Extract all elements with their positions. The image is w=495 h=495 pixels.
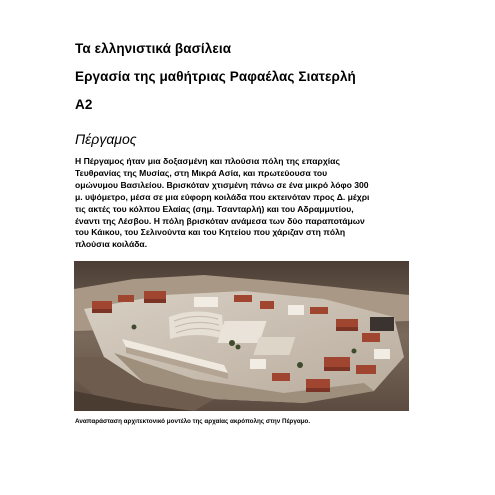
paragraph-line: έναντι της Λέσβου. Η πόλη βρισκόταν ανάμεσα των δύο παραποτάμων xyxy=(75,215,365,226)
acropolis-model-photo xyxy=(74,261,409,411)
paragraph-line: Η Πέργαμος ήταν μια δοξασμένη και πλούσια πόλη της επαρχίας xyxy=(75,156,340,166)
heading-line-1: Τα ελληνιστικά βασίλεια xyxy=(75,41,232,56)
paragraph-line: πλούσια κοιλάδα. xyxy=(75,239,148,250)
heading-line-2: Εργασία της μαθήτριας Ραφαέλας Σιατερλή xyxy=(75,69,356,84)
body-paragraph xyxy=(75,156,415,251)
paragraph-line: Τευθρανίας της Μυσίας, στη Μικρά Ασία, και πρωτεύουσα του xyxy=(75,167,328,178)
paragraph-line: μ. υψόμετρο, μέσα σε μια εύφορη κοιλάδα που εκτεινόταν προς Δ. μέχρι xyxy=(75,191,370,202)
section-title: Πέργαμος xyxy=(75,131,137,147)
paragraph-line: ομώνυμου Βασιλείου. Βρισκόταν χτισμένη πάνω σε ένα μικρό λόφο 300 xyxy=(75,179,369,190)
paragraph-line: του Κάικου, του Σελινούντα και του Κητείου που χάριζαν στη πόλη xyxy=(75,227,346,238)
figure-caption: Αναπαράσταση αρχιτεκτονικό μοντέλο της αρχαίας ακρόπολης στην Πέργαμο. xyxy=(75,418,311,425)
paragraph-line: τις ακτές του κόλπου Ελαίας (σημ. Τσανταρλή) και του Αδραμμυτίου, xyxy=(75,203,354,214)
heading-line-3: Α2 xyxy=(75,97,93,112)
